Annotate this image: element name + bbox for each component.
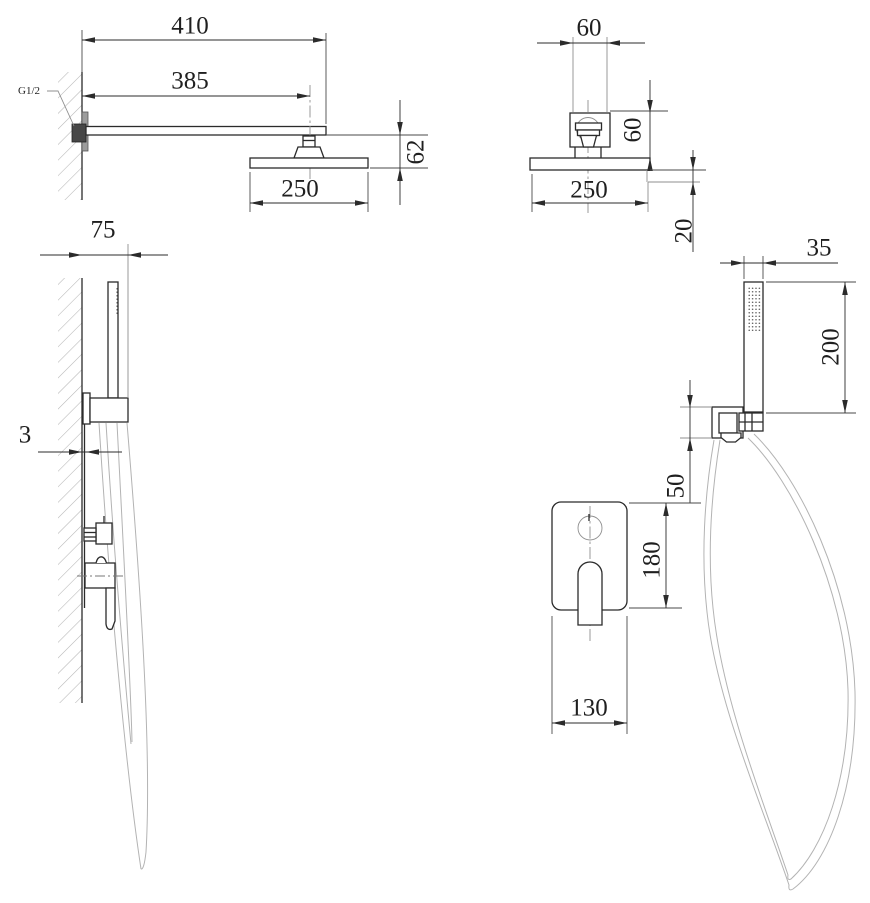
hose-line xyxy=(117,423,132,742)
holder-inner xyxy=(719,413,737,433)
arm-nut xyxy=(303,136,315,147)
valve-lever-side xyxy=(106,588,115,629)
joint-nut-mid xyxy=(578,130,600,136)
dim-edge-thickness: 20 xyxy=(670,218,698,244)
hose-inner-edge xyxy=(710,438,848,880)
hose-line xyxy=(127,423,148,869)
holder-nut xyxy=(721,433,741,442)
dim-holder-depth: 75 xyxy=(90,216,116,244)
hand-shower-front-view xyxy=(552,235,856,890)
dim-bracket-height: 60 xyxy=(619,117,647,143)
dim-plate-offset: 3 xyxy=(18,421,32,449)
spray-face-dots xyxy=(747,287,762,331)
valve-top-detail xyxy=(96,557,107,563)
holder-block-side xyxy=(90,398,128,422)
holder-wall-flange xyxy=(83,393,90,424)
dim-arm-length: 385 xyxy=(171,67,209,95)
hose-outer-edge xyxy=(704,434,855,890)
dim-handset-width: 35 xyxy=(806,234,832,262)
dim-handset-length: 200 xyxy=(817,328,845,366)
dim-holder-height: 50 xyxy=(662,473,690,499)
shower-arm-side-view xyxy=(18,13,430,213)
dim-head-width-side: 250 xyxy=(281,175,319,203)
joint-cone xyxy=(581,136,597,148)
valve-lever-front xyxy=(578,562,602,625)
dim-plate-width: 130 xyxy=(570,694,608,722)
hand-shower-side-view xyxy=(19,217,168,870)
thread-size-label: G1/2 xyxy=(18,85,40,97)
head-mount xyxy=(294,147,324,158)
valve-body-side xyxy=(85,563,115,588)
shower-arm xyxy=(86,127,326,136)
wall-connector xyxy=(72,124,86,142)
shower-head-front xyxy=(530,158,650,170)
shower-head-side xyxy=(250,158,368,168)
diverter-knob-side xyxy=(96,523,112,544)
dim-head-offset-height: 62 xyxy=(402,139,430,165)
dim-head-width-front: 250 xyxy=(570,176,608,204)
joint-nut-top xyxy=(576,123,602,130)
wall-hatch-lower xyxy=(58,278,82,703)
dim-bracket-width: 60 xyxy=(576,14,602,42)
diverter-base xyxy=(84,528,96,541)
shower-head-front-view xyxy=(530,15,706,253)
dim-plate-height: 180 xyxy=(638,541,666,579)
dim-overall-length: 410 xyxy=(171,12,209,40)
